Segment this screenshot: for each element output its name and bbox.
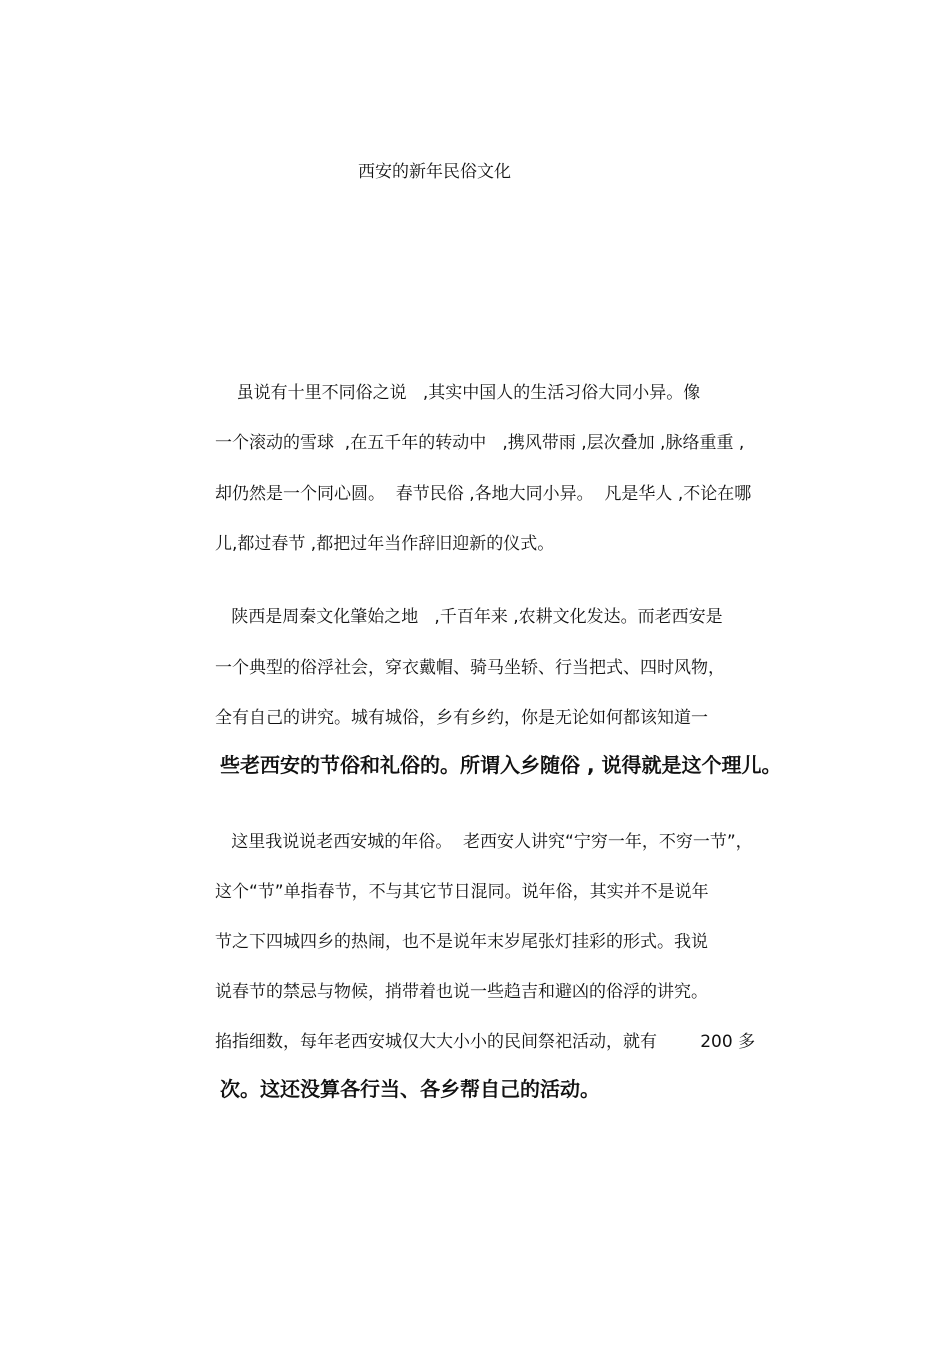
paragraph-3-line-3: 节之下四城四乡的热闹，也不是说年末岁尾张灯挂彩的形式。我说 (215, 932, 708, 952)
paragraph-1-line-1: 虽说有十里不同俗之说 ,其实中国人的生活习俗大同小异。像 (215, 383, 701, 403)
paragraph-3-line-4: 说春节的禁忌与物候，捎带着也说一些趋吉和避凶的俗浮的讲究。 (215, 982, 708, 1002)
paragraph-1-line-3: 却仍然是一个同心圆。 春节民俗 ,各地大同小异。 凡是华人 ,不论在哪 (215, 484, 752, 504)
paragraph-3-line-2: 这个“节”单指春节，不与其它节日混同。说年俗，其实并不是说年 (215, 882, 709, 902)
paragraph-2-line-1: 陕西是周秦文化肇始之地 ,千百年来 ,农耕文化发达。而老西安是 (215, 607, 723, 627)
paragraph-1-line-2: 一个滚动的雪球 ,在五千年的转动中 ,携风带雨 ,层次叠加 ,脉络重重 , (215, 433, 745, 453)
paragraph-2-line-4: 些老西安的节俗和礼俗的。所谓入乡随俗 , 说得就是这个理儿。 (220, 753, 782, 777)
document-title: 西安的新年民俗文化 (358, 162, 511, 182)
paragraph-2-line-3: 全有自己的讲究。城有城俗，乡有乡约，你是无论如何都该知道一 (215, 708, 708, 728)
paragraph-3-line-1: 这里我说说老西安城的年俗。 老西安人讲究“宁穷一年，不穷一节”， (215, 832, 753, 852)
paragraph-3-line-6: 次。这还没算各行当、各乡帮自己的活动。 (220, 1077, 600, 1101)
paragraph-2-line-2: 一个典型的俗浮社会，穿衣戴帽、骑马坐轿、行当把式、四时风物， (215, 658, 725, 678)
paragraph-3-line-5: 掐指细数，每年老西安城仅大大小小的民间祭祀活动，就有 200 多 (215, 1032, 756, 1052)
paragraph-1-line-4: 儿,都过春节 ,都把过年当作辞旧迎新的仪式。 (215, 534, 555, 554)
